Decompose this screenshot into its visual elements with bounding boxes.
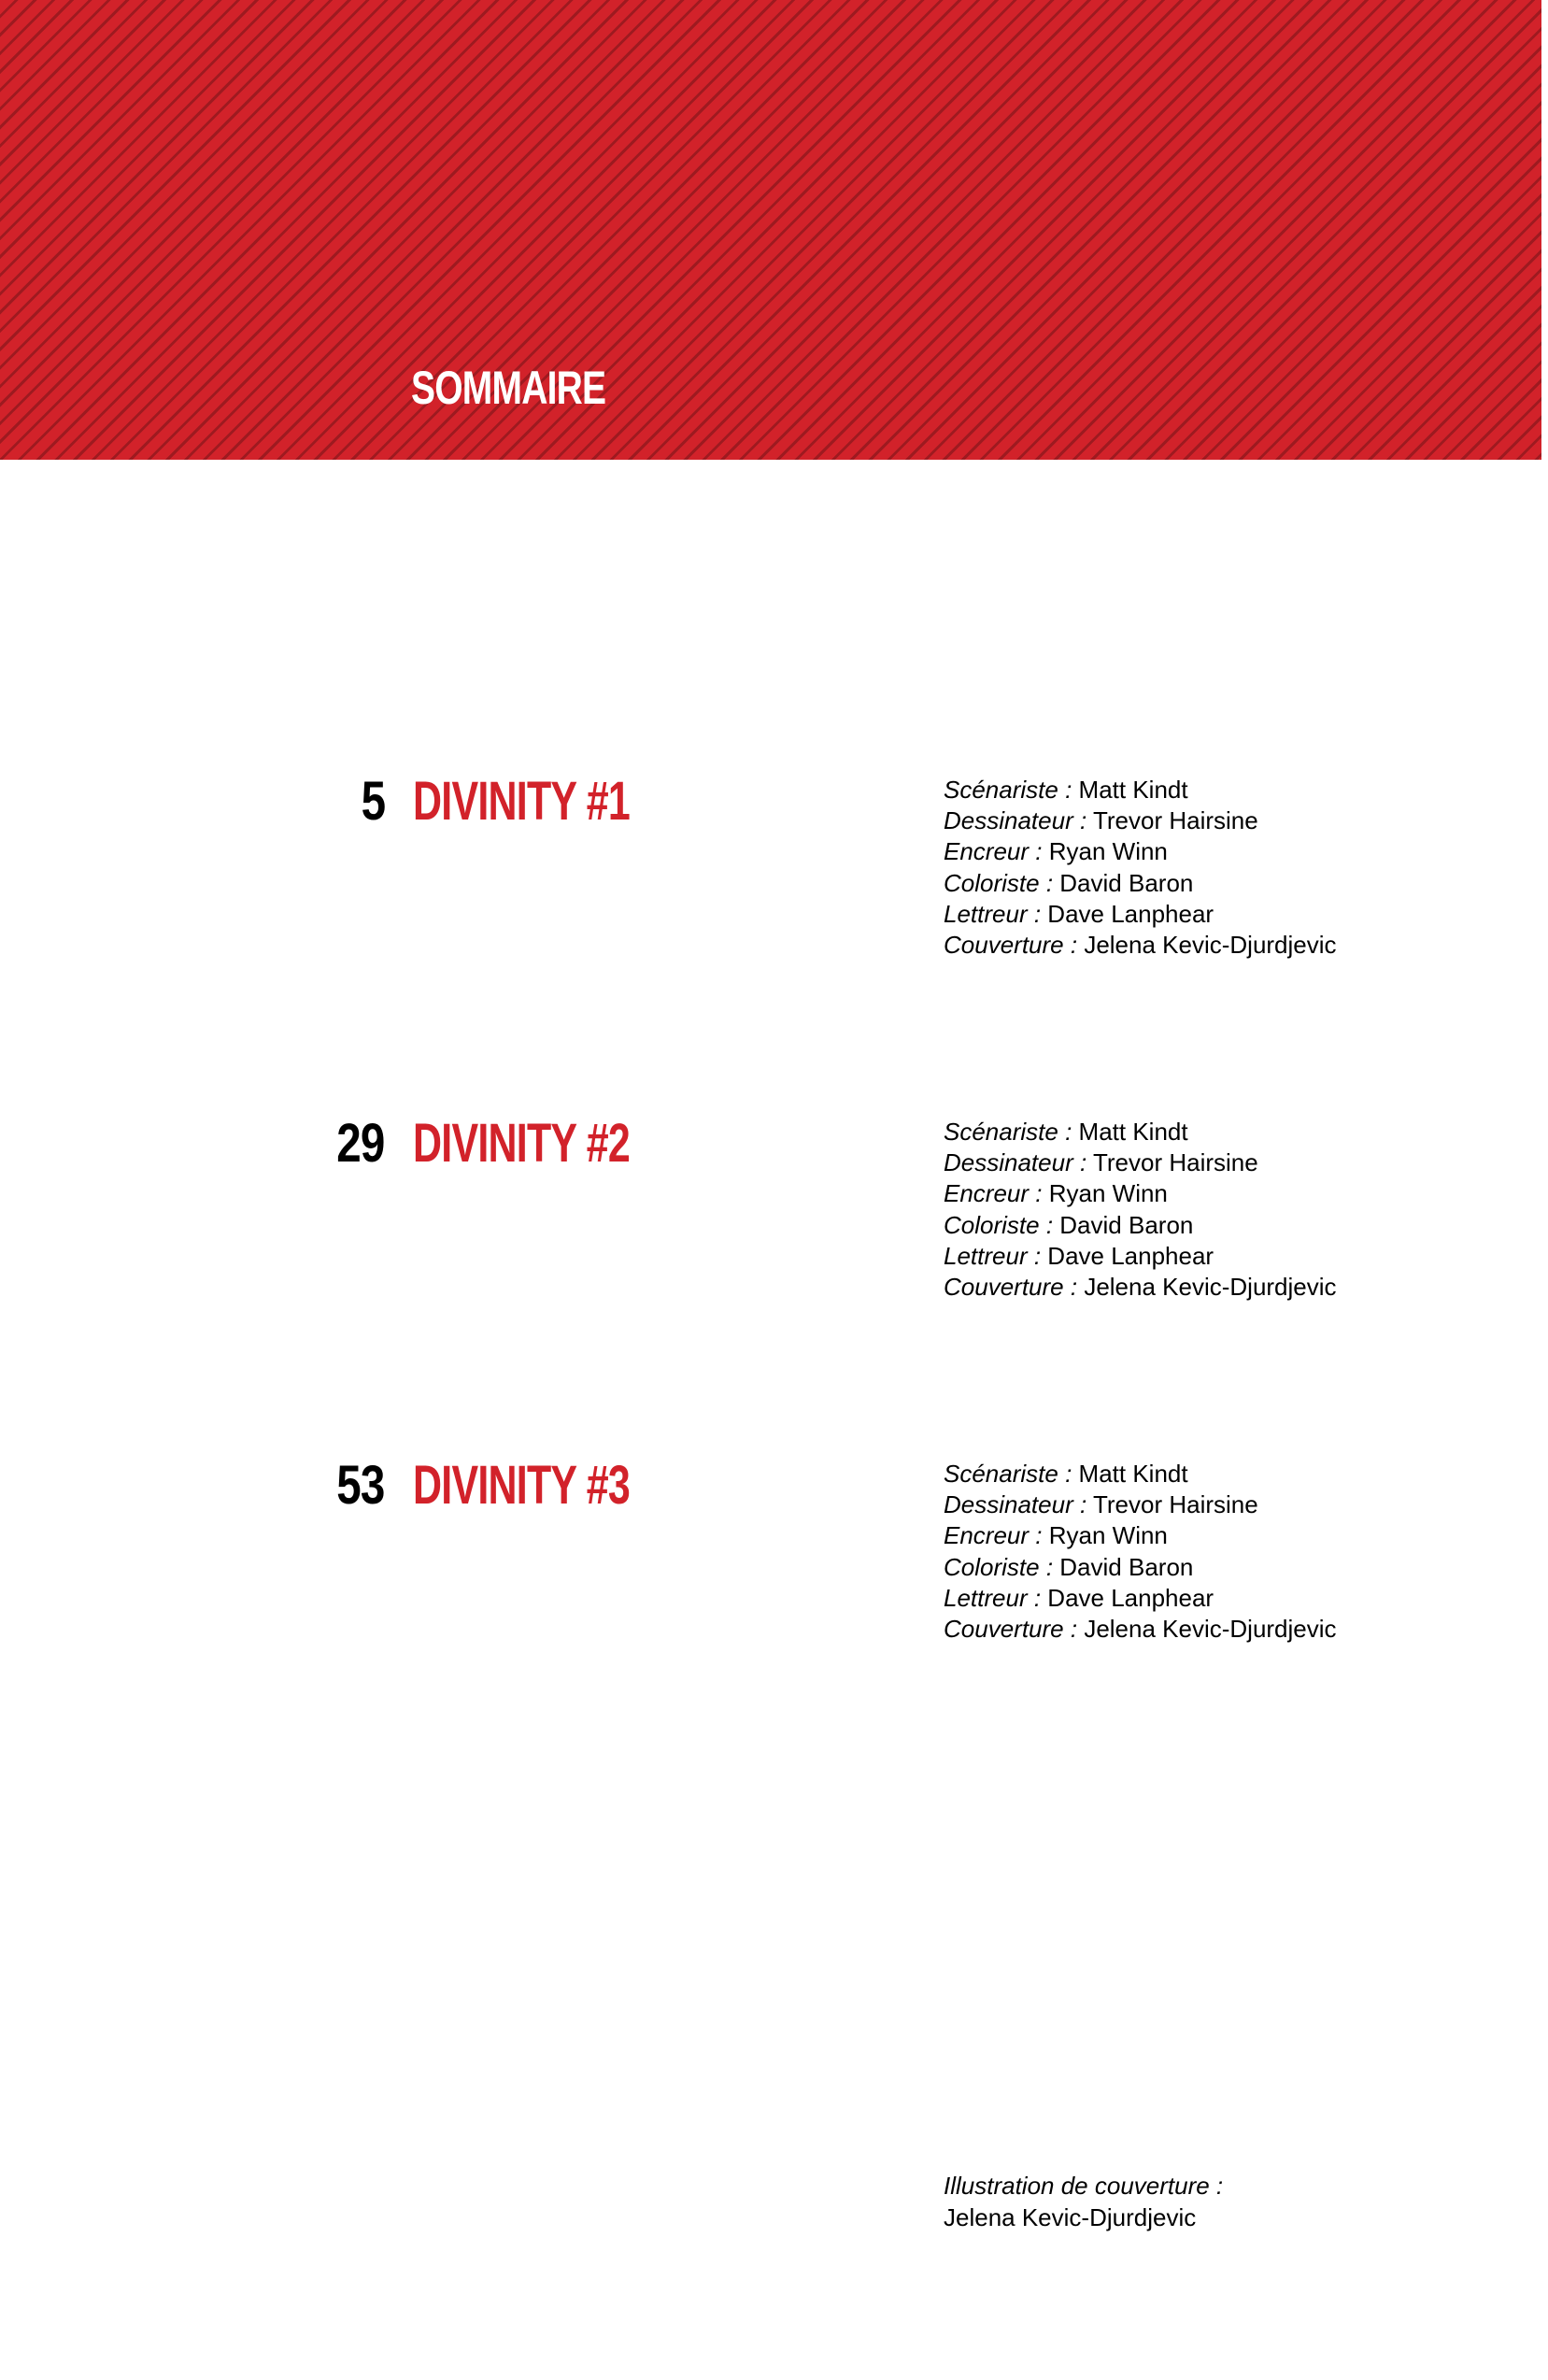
credit-line bbox=[944, 1614, 1337, 1645]
page-number: 53 bbox=[336, 1455, 385, 1516]
issue-title[interactable]: DIVINITY #2 bbox=[413, 1113, 630, 1174]
credit-name: Trevor Hairsine bbox=[1092, 1148, 1258, 1177]
credit-name: Jelena Kevic-Djurdjevic bbox=[1084, 931, 1337, 960]
credit-name: Dave Lanphear bbox=[1047, 1583, 1214, 1612]
credit-role: Encreur : bbox=[944, 837, 1043, 866]
credit-line bbox=[944, 1147, 1337, 1178]
issue-title[interactable]: DIVINITY #3 bbox=[413, 1455, 630, 1516]
toc-entry-1[interactable] bbox=[0, 771, 1548, 995]
credit-name: Ryan Winn bbox=[1048, 1521, 1168, 1550]
toc-entry-3[interactable] bbox=[0, 1455, 1548, 1679]
header-band bbox=[0, 0, 1541, 460]
credit-role: Dessinateur : bbox=[944, 1148, 1087, 1177]
credit-line bbox=[944, 1272, 1337, 1303]
page-title: SOMMAIRE bbox=[411, 362, 606, 414]
credit-role: Encreur : bbox=[944, 1521, 1043, 1550]
credit-name: Trevor Hairsine bbox=[1092, 1490, 1258, 1519]
credit-name: Dave Lanphear bbox=[1047, 1241, 1214, 1270]
credit-name: Dave Lanphear bbox=[1047, 899, 1214, 928]
credit-name: Matt Kindt bbox=[1078, 1460, 1188, 1488]
credit-line bbox=[944, 1583, 1337, 1614]
credit-role: Couverture : bbox=[944, 1273, 1078, 1302]
page-number: 29 bbox=[336, 1113, 385, 1174]
credit-role: Dessinateur : bbox=[944, 1490, 1087, 1519]
credit-line bbox=[944, 1552, 1337, 1583]
credit-line bbox=[944, 775, 1337, 805]
credits-list bbox=[944, 775, 1337, 961]
credit-line bbox=[944, 1241, 1337, 1272]
credit-name: Ryan Winn bbox=[1048, 1179, 1168, 1208]
cover-illustration-credit bbox=[944, 2170, 1223, 2233]
credit-line bbox=[944, 1117, 1337, 1147]
credit-role: Couverture : bbox=[944, 931, 1078, 960]
credit-line bbox=[944, 899, 1337, 930]
cover-illustration-role: Illustration de couverture : bbox=[944, 2172, 1224, 2200]
issue-title[interactable]: DIVINITY #1 bbox=[413, 771, 630, 832]
credit-role: Scénariste : bbox=[944, 1460, 1072, 1488]
credit-name: Matt Kindt bbox=[1078, 776, 1188, 804]
credit-line bbox=[944, 1210, 1337, 1241]
credit-line bbox=[944, 1459, 1337, 1489]
credits-list bbox=[944, 1459, 1337, 1645]
credit-name: Jelena Kevic-Djurdjevic bbox=[1084, 1273, 1337, 1302]
credit-role: Scénariste : bbox=[944, 1118, 1072, 1146]
credit-role: Dessinateur : bbox=[944, 806, 1087, 835]
credits-list bbox=[944, 1117, 1337, 1303]
credit-name: Trevor Hairsine bbox=[1092, 806, 1258, 835]
credit-role: Lettreur : bbox=[944, 1583, 1042, 1612]
credit-line bbox=[944, 930, 1337, 961]
credit-role: Coloriste : bbox=[944, 1210, 1054, 1239]
credit-name: Jelena Kevic-Djurdjevic bbox=[1084, 1615, 1337, 1644]
credit-role: Couverture : bbox=[944, 1615, 1078, 1644]
credit-name: David Baron bbox=[1059, 1552, 1194, 1581]
credit-name: David Baron bbox=[1059, 1210, 1194, 1239]
credit-line bbox=[944, 868, 1337, 899]
credit-name: David Baron bbox=[1059, 868, 1194, 897]
credit-role: Coloriste : bbox=[944, 1552, 1054, 1581]
page-number: 5 bbox=[361, 771, 385, 832]
toc-entry-2[interactable] bbox=[0, 1113, 1548, 1337]
credit-line bbox=[944, 1178, 1337, 1209]
credit-line bbox=[944, 805, 1337, 836]
credit-name: Matt Kindt bbox=[1078, 1118, 1188, 1146]
credit-role: Scénariste : bbox=[944, 776, 1072, 804]
credit-role: Lettreur : bbox=[944, 1241, 1042, 1270]
credit-name: Ryan Winn bbox=[1048, 837, 1168, 866]
credit-line bbox=[944, 836, 1337, 867]
credit-role: Lettreur : bbox=[944, 899, 1042, 928]
credit-line bbox=[944, 1520, 1337, 1551]
credit-role: Encreur : bbox=[944, 1179, 1043, 1208]
credit-role: Coloriste : bbox=[944, 868, 1054, 897]
credit-line bbox=[944, 1489, 1337, 1520]
cover-illustration-name: Jelena Kevic-Djurdjevic bbox=[944, 2203, 1197, 2231]
